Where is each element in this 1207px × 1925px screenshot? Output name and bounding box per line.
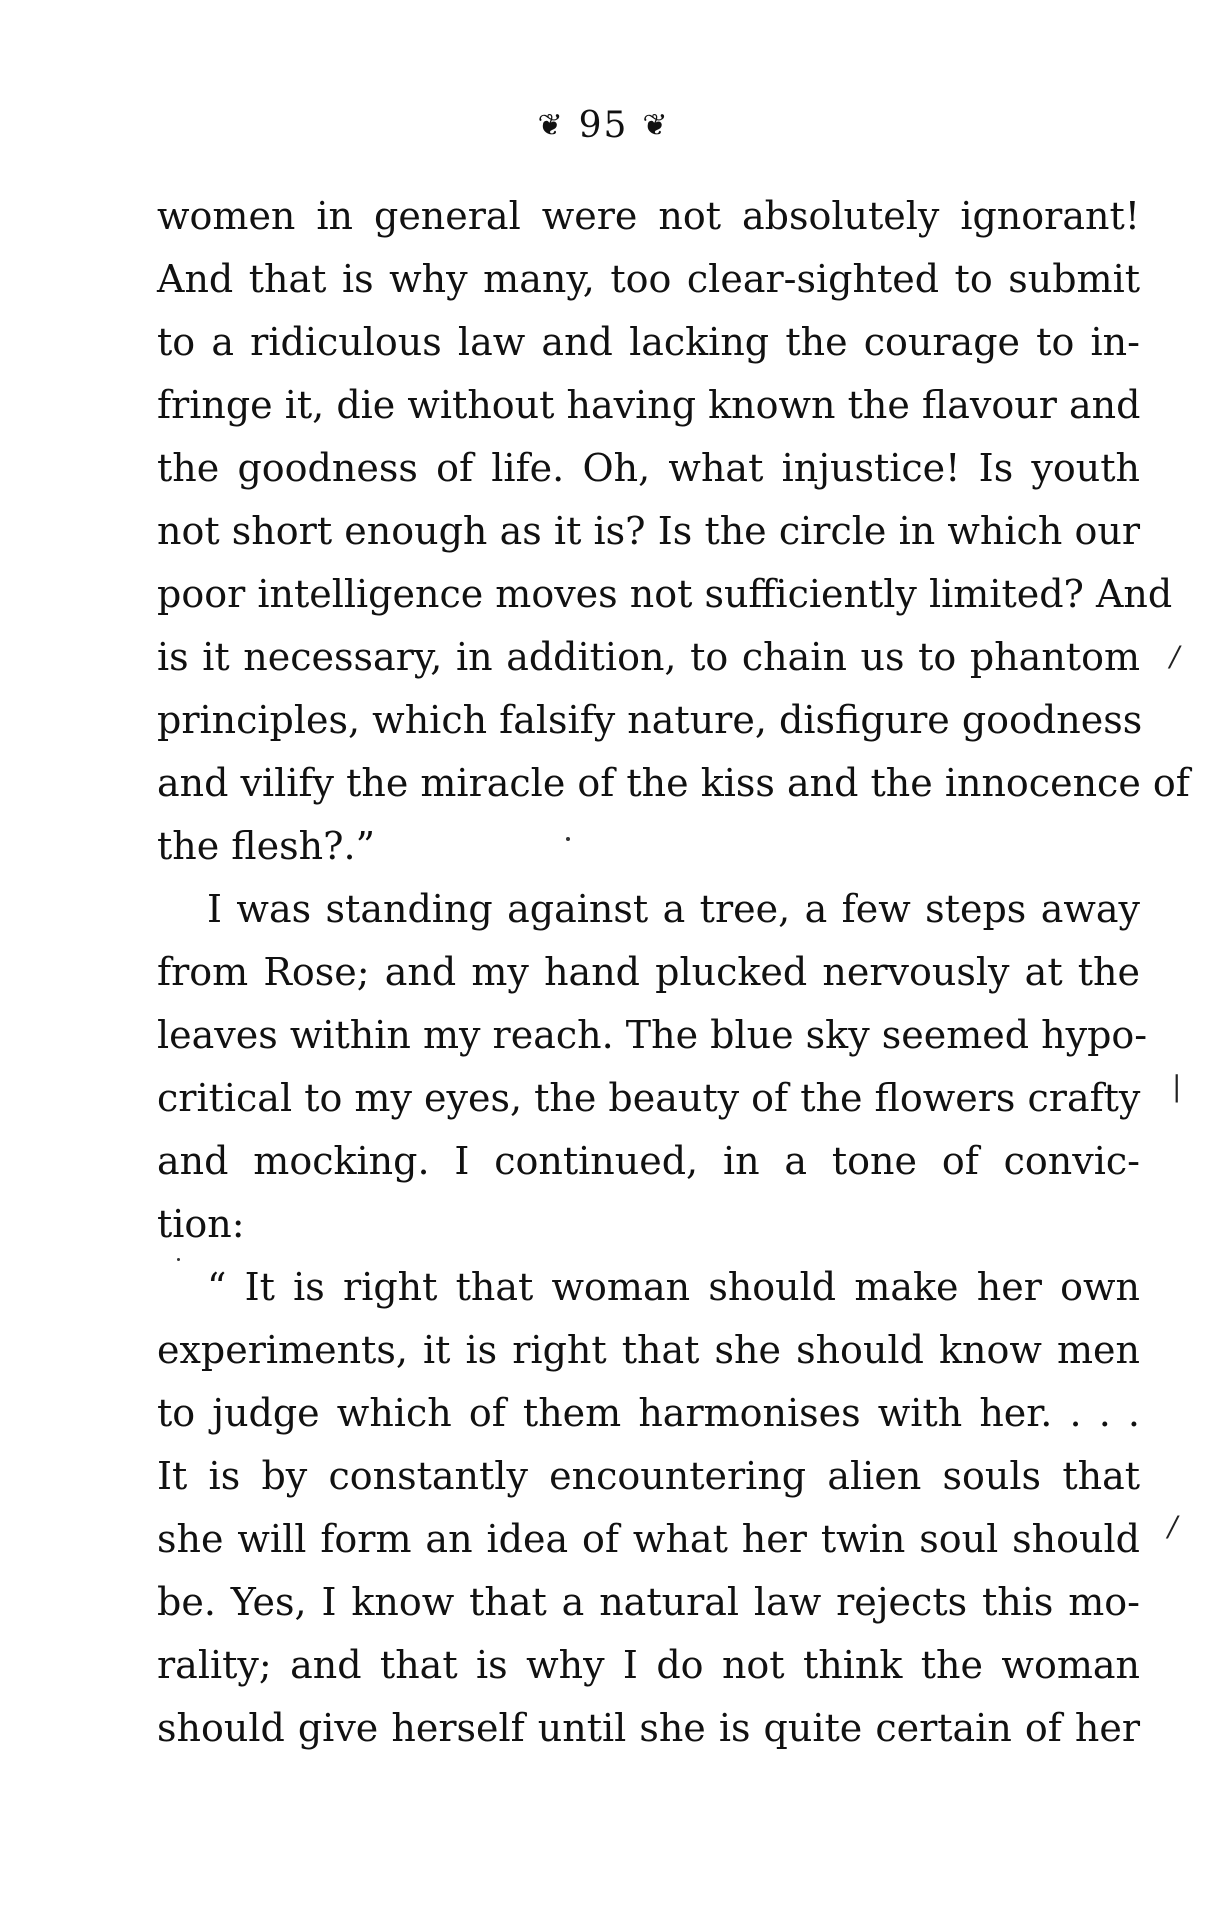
paragraph-3 [157, 1256, 1140, 1760]
text-line: poor intelligence moves not sufficiently limited? And [157, 572, 1173, 616]
margin-mark: / [1170, 640, 1180, 673]
text-line: not short enough as it is? Is the circle in which our [157, 509, 1140, 553]
text-line: rality; and that is why I do not think the woman [157, 1643, 1140, 1687]
text-line: fringe it, die without having known the flavour and [157, 383, 1141, 427]
text-line: and mocking. I continued, in a tone of convic- [157, 1139, 1140, 1183]
ink-speck [177, 1258, 180, 1261]
ornament-left-icon: ❦ [537, 108, 565, 143]
ornament-right-icon: ❦ [642, 108, 670, 143]
text-line: leaves within my reach. The blue sky seemed hypo- [157, 1013, 1148, 1057]
ink-speck [566, 837, 570, 841]
page-number: 95 [578, 105, 629, 146]
text-line: from Rose; and my hand plucked nervously at the [157, 950, 1140, 994]
text-line: she will form an idea of what her twin soul should [157, 1517, 1140, 1561]
text-line: “ It is right that woman should make her own [207, 1265, 1140, 1309]
text-line: critical to my eyes, the beauty of the flowers crafty [157, 1076, 1141, 1120]
page-header [0, 104, 1207, 148]
paragraph-1 [157, 185, 1190, 878]
body-text [157, 185, 1190, 1760]
paragraph-2 [157, 878, 1148, 1256]
text-line: is it necessary, in addition, to chain us to phantom [157, 635, 1140, 679]
text-line: I was standing against a tree, a few steps away [207, 887, 1140, 931]
text-line: women in general were not absolutely ignorant! [157, 194, 1140, 238]
text-line: the goodness of life. Oh, what injustice! Is youth [157, 446, 1140, 490]
text-line: It is by constantly encountering alien souls that [157, 1454, 1140, 1498]
text-line: be. Yes, I know that a natural law rejects this mo- [157, 1580, 1140, 1624]
text-line: should give herself until she is quite certain of her [157, 1706, 1140, 1750]
text-line: principles, which falsify nature, disfigure goodness [157, 698, 1143, 742]
margin-mark: | [1172, 1070, 1182, 1103]
text-line: to judge which of them harmonises with her. . . . [157, 1391, 1140, 1435]
text-line: the flesh?.” [157, 824, 375, 868]
text-line: And that is why many, too clear-sighted to submit [157, 257, 1140, 301]
margin-mark: / [1168, 1510, 1178, 1543]
text-line: experiments, it is right that she should know men [157, 1328, 1140, 1372]
text-line: tion: [157, 1202, 245, 1246]
text-line: and vilify the miracle of the kiss and the innocence of [157, 761, 1190, 805]
text-line: to a ridiculous law and lacking the courage to in- [157, 320, 1140, 364]
